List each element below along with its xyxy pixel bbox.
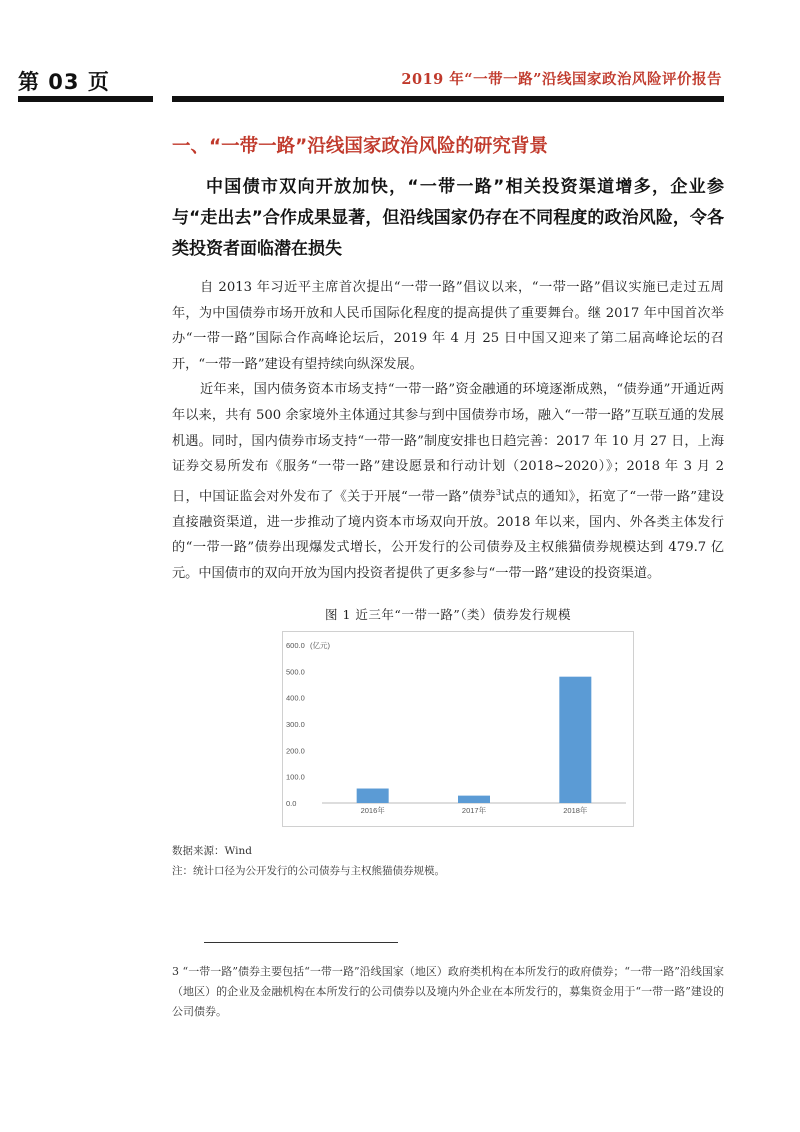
x-tick-label: 2016年 [360, 805, 385, 815]
y-tick-label: 200.0 [286, 745, 305, 755]
bar-2016年 [357, 788, 389, 802]
paragraph-2-part-a: 近年来，国内债务资本市场支持“一带一路”资金融通的环境逐渐成熟，“债券通”开通近两年以来，共有 500 余家境外主体通过其参与到中国债券市场，融入“一带一路”互联互通的发展机遇。同时，国内债券市场支持“一带一路”制度安排也日趋完善：2017 年 10 月 27 日，上海证券交易所发布《服务“一带一路”建设愿景和行动计划（2018~2020）》；2018 年 3 月 2 日，中国证监会对外发布了《关于开展“一带一路”债券 [172, 382, 725, 505]
figure-note: 注：统计口径为公开发行的公司债券与主权熊猫债券规模。 [172, 864, 445, 877]
paragraph-2 [172, 377, 724, 586]
footnote-ref: 3 [495, 487, 501, 497]
y-tick-label: 600.0 [286, 640, 305, 650]
figure-source: 数据来源：Wind [172, 844, 252, 857]
page-number: 第 03 页 [18, 70, 110, 94]
bar-chart [282, 631, 634, 827]
x-tick-label: 2018年 [563, 805, 588, 815]
footnote [172, 962, 724, 1022]
bar-chart-svg [282, 631, 634, 827]
report-title: 2019 年“一带一路”沿线国家政治风险评价报告 [401, 71, 722, 88]
figure-caption: 图 1 近三年“一带一路”（类）债券发行规模 [325, 606, 571, 622]
footnote-divider [204, 942, 398, 943]
header-rule-right [172, 96, 724, 102]
header-rule-left [18, 96, 153, 102]
footnote-text: “一带一路”债券主要包括“一带一路”沿线国家（地区）政府类机构在本所发行的政府债券；“一带一路”沿线国家（地区）的企业及金融机构在本所发行的公司债券以及境内外企业在本所发行的，募集资金用于“一带一路”建设的公司债券。 [172, 965, 724, 1018]
y-tick-label: 500.0 [286, 666, 305, 676]
main-content [172, 132, 724, 881]
section-summary: 中国债市双向开放加快，“一带一路”相关投资渠道增多，企业参与“走出去”合作成果显著，但沿线国家仍存在不同程度的政治风险，令各类投资者面临潜在损失 [172, 177, 724, 259]
x-tick-label: 2017年 [461, 805, 487, 815]
y-tick-label: 100.0 [286, 772, 305, 782]
section-heading: 一、“一带一路”沿线国家政治风险的研究背景 [172, 136, 548, 157]
bar-2018年 [559, 676, 591, 802]
y-tick-label: 400.0 [286, 693, 305, 703]
y-tick-label: 0.0 [286, 798, 297, 808]
paragraph-2-part-b: 试点的通知》，拓宽了“一带一路”建设直接融资渠道，进一步推动了境内资本市场双向开放。2018 年以来，国内、外各类主体发行的“一带一路”债券出现爆发式增长，公开发行的公司债券及主权熊猫债券规模达到 479.7 亿元。中国债市的双向开放为国内投资者提供了更多参与“一带一路”建设的投资渠道。 [172, 489, 724, 581]
footnote-marker: 3 [172, 965, 179, 978]
y-axis-unit: (亿元) [310, 640, 330, 650]
paragraph-1: 自 2013 年习近平主席首次提出“一带一路”倡议以来，“一带一路”倡议实施已走过五周年，为中国债券市场开放和人民币国际化程度的提高提供了重要舞台。继 2017 年中国首次举办“一带一路”国际合作高峰论坛后，2019 年 4 月 25 日中国又迎来了第二届高峰论坛的召开，“一带一路”建设有望持续向纵深发展。 [172, 280, 724, 372]
bar-2017年 [458, 795, 490, 802]
y-tick-label: 300.0 [286, 719, 305, 729]
